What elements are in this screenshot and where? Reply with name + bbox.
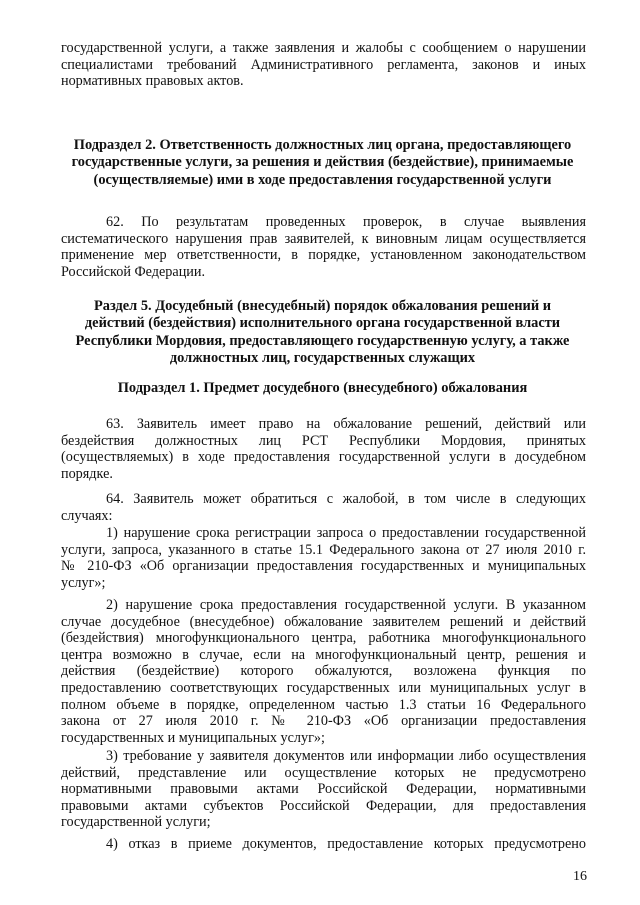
heading-line: Республики Мордовия, предоставляющего государственную услугу, а также bbox=[75, 332, 570, 349]
subsection-1-heading bbox=[55, 380, 590, 397]
text-line: полном объеме в порядке, определенном частью 1.3 статьи 16 Федерального bbox=[61, 696, 586, 713]
text-line: случае досудебное (внесудебное) обжалование заявителем решений и действий bbox=[61, 613, 586, 630]
text-line: центра возможно в случае, если на многофункциональный центр, решения и bbox=[61, 646, 586, 663]
list-item-4 bbox=[61, 836, 586, 853]
section-5-heading bbox=[55, 298, 590, 368]
text-line: № 210-ФЗ «Об организации предоставления государственных и муниципальных bbox=[61, 558, 586, 575]
text-line: 64. Заявитель может обратиться с жалобой, в том числе в следующих bbox=[106, 491, 586, 507]
page-number: 16 bbox=[573, 869, 587, 884]
text-line: 3) требование у заявителя документов или информации либо осуществления bbox=[106, 748, 586, 764]
heading-line: (осуществляемые) ими в ходе предоставления государственной услуги bbox=[93, 171, 552, 188]
text-line: систематического нарушения прав заявителей, к виновным лицам осуществляется bbox=[61, 230, 586, 247]
text-line: нормативными правовыми актами Российской Федерации, нормативными bbox=[61, 781, 586, 798]
subsection-2-heading bbox=[55, 137, 590, 189]
text-line: специалистами требований Административного регламента, законов и иных bbox=[61, 56, 586, 73]
text-line: (бездействия) многофункционального центра, работника многофункционального bbox=[61, 630, 586, 647]
list-item-2 bbox=[61, 597, 586, 746]
text-line: действий, представление или осуществление которых не предусмотрено bbox=[61, 764, 586, 781]
text-line: государственной услуги; bbox=[61, 814, 211, 831]
text-line: предоставлению соответствующих государственных или муниципальных услуг в bbox=[61, 679, 586, 696]
text-line: услуги, запроса, указанного в статье 15.1 Федерального закона от 27 июля 2010 г. bbox=[61, 541, 586, 558]
paragraph-62 bbox=[61, 214, 586, 280]
text-line: бездействия должностных лиц РСТ Республики Мордовия, принятых bbox=[61, 432, 586, 449]
heading-line: действий (бездействия) исполнительного органа государственной власти bbox=[84, 315, 561, 332]
text-line: услуг»; bbox=[61, 574, 106, 591]
text-line: государственной услуги, а также заявления и жалобы с сообщением о нарушении bbox=[61, 40, 586, 56]
text-line: применение мер ответственности, в порядке, установленном законодательством bbox=[61, 247, 586, 264]
text-line: нормативных правовых актов. bbox=[61, 73, 244, 90]
text-line: правовыми актами субъектов Российской Федерации, для предоставления bbox=[61, 797, 586, 814]
text-line: закона от 27 июля 2010 г. № 210-ФЗ «Об организации предоставления bbox=[61, 713, 586, 730]
text-line: 4) отказ в приеме документов, предоставление которых предусмотрено bbox=[106, 836, 586, 852]
heading-line: Подраздел 1. Предмет досудебного (внесудебного) обжалования bbox=[117, 380, 528, 396]
paragraph-63 bbox=[61, 416, 586, 482]
text-line: случаях: bbox=[61, 507, 113, 524]
text-line: государственных и муниципальных услуг»; bbox=[61, 729, 325, 746]
heading-line: Раздел 5. Досудебный (внесудебный) порядок обжалования решений и bbox=[93, 298, 552, 314]
text-line: действия (бездействие) которого обжалуются, возложена функция по bbox=[61, 663, 586, 680]
text-line: Российской Федерации. bbox=[61, 263, 206, 280]
text-line: (осуществляемых) в ходе предоставления государственной услуги в досудебном bbox=[61, 449, 586, 466]
intro-paragraph bbox=[61, 40, 586, 90]
heading-line: Подраздел 2. Ответственность должностных лиц органа, предоставляющего bbox=[73, 137, 572, 153]
list-item-1 bbox=[61, 525, 586, 591]
text-line: 63. Заявитель имеет право на обжалование решений, действий или bbox=[106, 416, 586, 432]
text-line: 62. По результатам проведенных проверок, в случае выявления bbox=[106, 214, 586, 230]
text-line: порядке. bbox=[61, 465, 113, 482]
paragraph-64 bbox=[61, 491, 586, 524]
heading-line: государственные услуги, за решения и действия (бездействие), принимаемые bbox=[71, 154, 574, 171]
list-item-3 bbox=[61, 748, 586, 831]
text-line: 2) нарушение срока предоставления государственной услуги. В указанном bbox=[106, 597, 586, 613]
text-line: 1) нарушение срока регистрации запроса о предоставлении государственной bbox=[106, 525, 586, 541]
heading-line: должностных лиц, государственных служащих bbox=[169, 350, 476, 367]
